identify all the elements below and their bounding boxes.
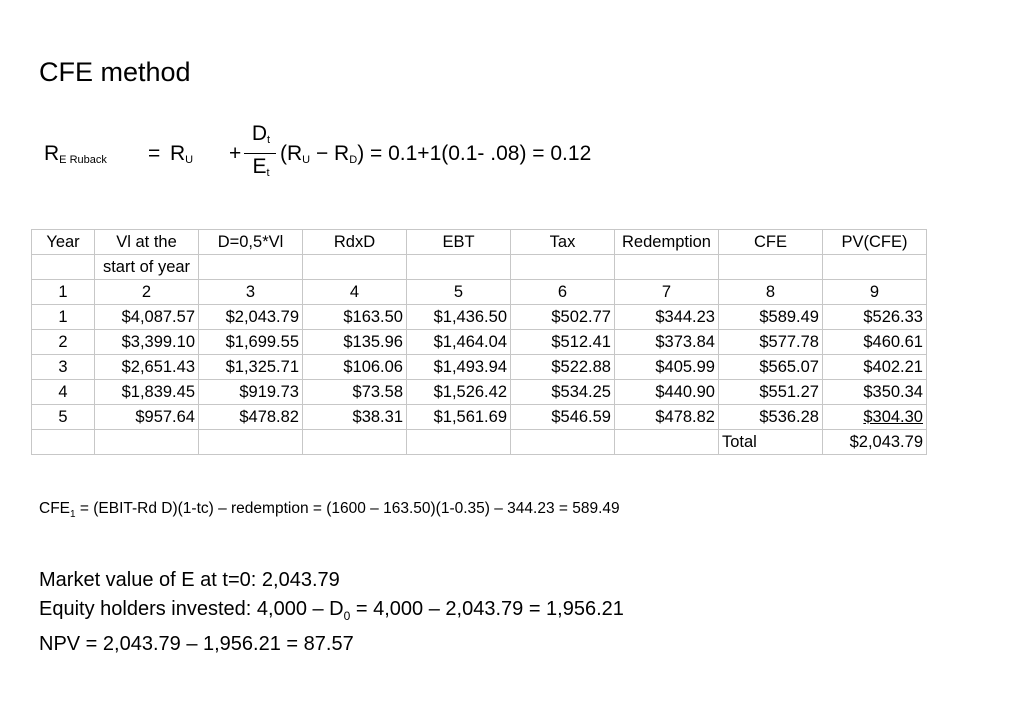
header-cell [199,255,303,280]
formula-fraction: $D_t$ $E_t$ [244,122,278,185]
table-cell: $577.78 [719,330,823,355]
table-cell: $1,526.42 [407,380,511,405]
table-cell: $478.82 [199,405,303,430]
table-cell: $1,699.55 [199,330,303,355]
table-row [32,405,927,430]
header-cell: D=0,5*Vl [199,230,303,255]
header-cell: Vl at the [95,230,199,255]
table-cell: $135.96 [303,330,407,355]
table-cell: 4 [32,380,95,405]
summary-npv: NPV = 2,043.79 – 1,956.21 = 87.57 [39,633,354,655]
column-number: 2 [95,280,199,305]
table-cell: $373.84 [615,330,719,355]
table-cell: $163.50 [303,305,407,330]
column-number: 1 [32,280,95,305]
column-number: 6 [511,280,615,305]
column-number: 7 [615,280,719,305]
header-cell [823,255,927,280]
npv-summary [39,566,624,659]
header-cell: EBT [407,230,511,255]
total-label: Total [719,430,823,455]
table-cell: $440.90 [615,380,719,405]
header-cell [407,255,511,280]
total-row [32,430,927,455]
header-cell [615,255,719,280]
table-header-row [32,230,927,255]
table-row [32,355,927,380]
header-cell [511,255,615,280]
table-header-row-2 [32,255,927,280]
table-cell: $350.34 [823,380,927,405]
ruback-formula [44,122,644,192]
header-cell: Year [32,230,95,255]
header-cell: CFE [719,230,823,255]
table-cell: 3 [32,355,95,380]
table-cell: 1 [32,305,95,330]
table-cell: $1,839.45 [95,380,199,405]
formula-plus: + [229,142,242,165]
summary-equity-invested: Equity holders invested: $4,000 - D_0 = 4,000 - 2,043.79 = 1,956.21$ [39,597,624,623]
table-cell: $3,399.10 [95,330,199,355]
header-cell: Tax [511,230,615,255]
column-number: 5 [407,280,511,305]
table-cell: $2,043.79 [199,305,303,330]
cfe-calculation-note: $CFE_1$ = (EBIT-Rd D)(1-tc) – redemption = (1600 – 163.50)(1-0.35) – 344.23 = 589.49 [39,500,620,521]
column-number: 8 [719,280,823,305]
table-cell: $460.61 [823,330,927,355]
column-number: 4 [303,280,407,305]
table-cell: $73.58 [303,380,407,405]
table-cell: $478.82 [615,405,719,430]
table-cell: $565.07 [719,355,823,380]
table-cell: $1,464.04 [407,330,511,355]
cfe-table [31,229,927,455]
table-cell: $106.06 [303,355,407,380]
table-cell: $919.73 [199,380,303,405]
table-cell: $1,436.50 [407,305,511,330]
table-cell: $344.23 [615,305,719,330]
header-cell: Redemption [615,230,719,255]
table-cell: $38.31 [303,405,407,430]
table-cell: 2 [32,330,95,355]
total-value: $2,043.79 [823,430,927,455]
table-cell: $4,087.57 [95,305,199,330]
formula-equals: = [148,142,161,165]
summary-market-value: Market value of E at t=0: 2,043.79 [39,569,340,591]
table-cell: $502.77 [511,305,615,330]
column-number: 9 [823,280,927,305]
table-row [32,305,927,330]
table-cell: $402.21 [823,355,927,380]
table-cell: $534.25 [511,380,615,405]
table-cell: $536.28 [719,405,823,430]
header-cell [303,255,407,280]
table-cell: $1,561.69 [407,405,511,430]
formula-r-ruback: $R_{E Ruback}$ [44,142,107,166]
page-title: CFE method [39,57,191,87]
table-cell: $526.33 [823,305,927,330]
header-cell: PV(CFE) [823,230,927,255]
header-cell [32,255,95,280]
table-cell: $1,493.94 [407,355,511,380]
table-cell: $551.27 [719,380,823,405]
table-row [32,380,927,405]
table-cell: $522.88 [511,355,615,380]
table-cell: $1,325.71 [199,355,303,380]
column-number: 3 [199,280,303,305]
table-cell: $589.49 [719,305,823,330]
formula-ru: $R_U$ [170,142,194,166]
table-cell: $957.64 [95,405,199,430]
table-cell: $304.30 [823,405,927,430]
formula-rest: $(R_U - R_D) = 0.1+1(0.1-$ .08) = 0.12 [280,142,592,166]
table-cell: $512.41 [511,330,615,355]
table-cell: $546.59 [511,405,615,430]
column-number-row [32,280,927,305]
table-cell: $2,651.43 [95,355,199,380]
header-cell: RdxD [303,230,407,255]
header-cell: start of year [95,255,199,280]
header-cell [719,255,823,280]
table-cell: $405.99 [615,355,719,380]
table-row [32,330,927,355]
table-cell: 5 [32,405,95,430]
